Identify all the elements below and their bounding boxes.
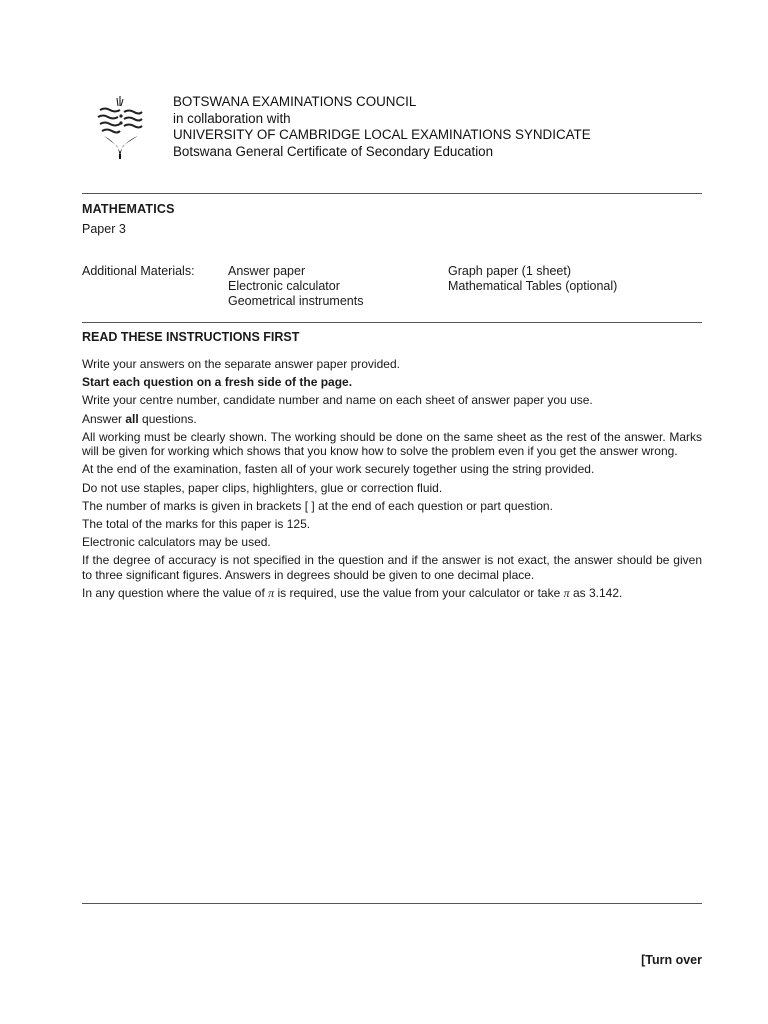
instruction-text: as 3.142.	[569, 586, 623, 601]
material-item: Answer paper	[228, 264, 306, 278]
materials-column-2	[448, 264, 617, 294]
instruction-item: Electronic calculators may be used.	[82, 535, 271, 550]
header-certificate-name: Botswana General Certificate of Secondary Education	[173, 143, 494, 159]
divider	[82, 322, 702, 323]
bec-logo-icon	[96, 96, 144, 160]
instruction-emphasis: all	[125, 411, 139, 426]
instruction-item: Write your answers on the separate answer paper provided.	[82, 357, 400, 371]
instructions-list	[82, 357, 702, 604]
subject-title: MATHEMATICS	[82, 202, 175, 216]
material-item: Mathematical Tables (optional)	[448, 279, 618, 293]
instruction-item: All working must be clearly shown. The working should be done on the same sheet as the rest of the answer. Marks will be given for working which shows that you know how to solve the problem even if you get the answer wrong.	[82, 429, 702, 459]
materials-column-1	[228, 264, 363, 309]
instruction-text: is required, use the value from your calculator or take	[274, 586, 564, 601]
pi-symbol: π	[563, 586, 570, 601]
divider	[82, 903, 702, 904]
instruction-text: Answer	[82, 411, 126, 426]
header-university-name: UNIVERSITY OF CAMBRIDGE LOCAL EXAMINATIONS SYNDICATE	[173, 127, 591, 142]
instruction-text: questions.	[138, 411, 197, 426]
instruction-item: Do not use staples, paper clips, highlighters, glue or correction fluid.	[82, 480, 443, 495]
header-council-name: BOTSWANA EXAMINATIONS COUNCIL	[173, 94, 417, 109]
material-item: Graph paper (1 sheet)	[448, 264, 571, 278]
paper-number: Paper 3	[82, 222, 126, 236]
turn-over-label: [Turn over	[641, 953, 702, 967]
pi-symbol: π	[268, 586, 275, 601]
divider	[82, 193, 702, 194]
instruction-text: In any question where the value of	[82, 586, 269, 601]
instruction-item: At the end of the examination, fasten all of your work securely together using the string provided.	[82, 462, 595, 477]
material-item: Electronic calculator	[228, 279, 340, 293]
instruction-item: Write your centre number, candidate number and name on each sheet of answer paper you use.	[82, 393, 593, 408]
instruction-item: If the degree of accuracy is not specified in the question and if the answer is not exact, the answer should be given to three significant figures. Answers in degrees should be given to one decimal place.	[82, 553, 702, 582]
exam-header	[173, 94, 591, 160]
material-item: Geometrical instruments	[228, 294, 364, 308]
instruction-item	[82, 412, 702, 426]
instruction-item: The number of marks is given in brackets [ ] at the end of each question or part question.	[82, 498, 553, 513]
instructions-heading: READ THESE INSTRUCTIONS FIRST	[82, 330, 300, 344]
instruction-item: The total of the marks for this paper is 125.	[82, 517, 311, 532]
instruction-item: Start each question on a fresh side of the page.	[82, 375, 353, 390]
instruction-item	[82, 586, 702, 600]
header-collaboration-line: in collaboration with	[173, 110, 291, 126]
materials-label: Additional Materials:	[82, 264, 195, 278]
